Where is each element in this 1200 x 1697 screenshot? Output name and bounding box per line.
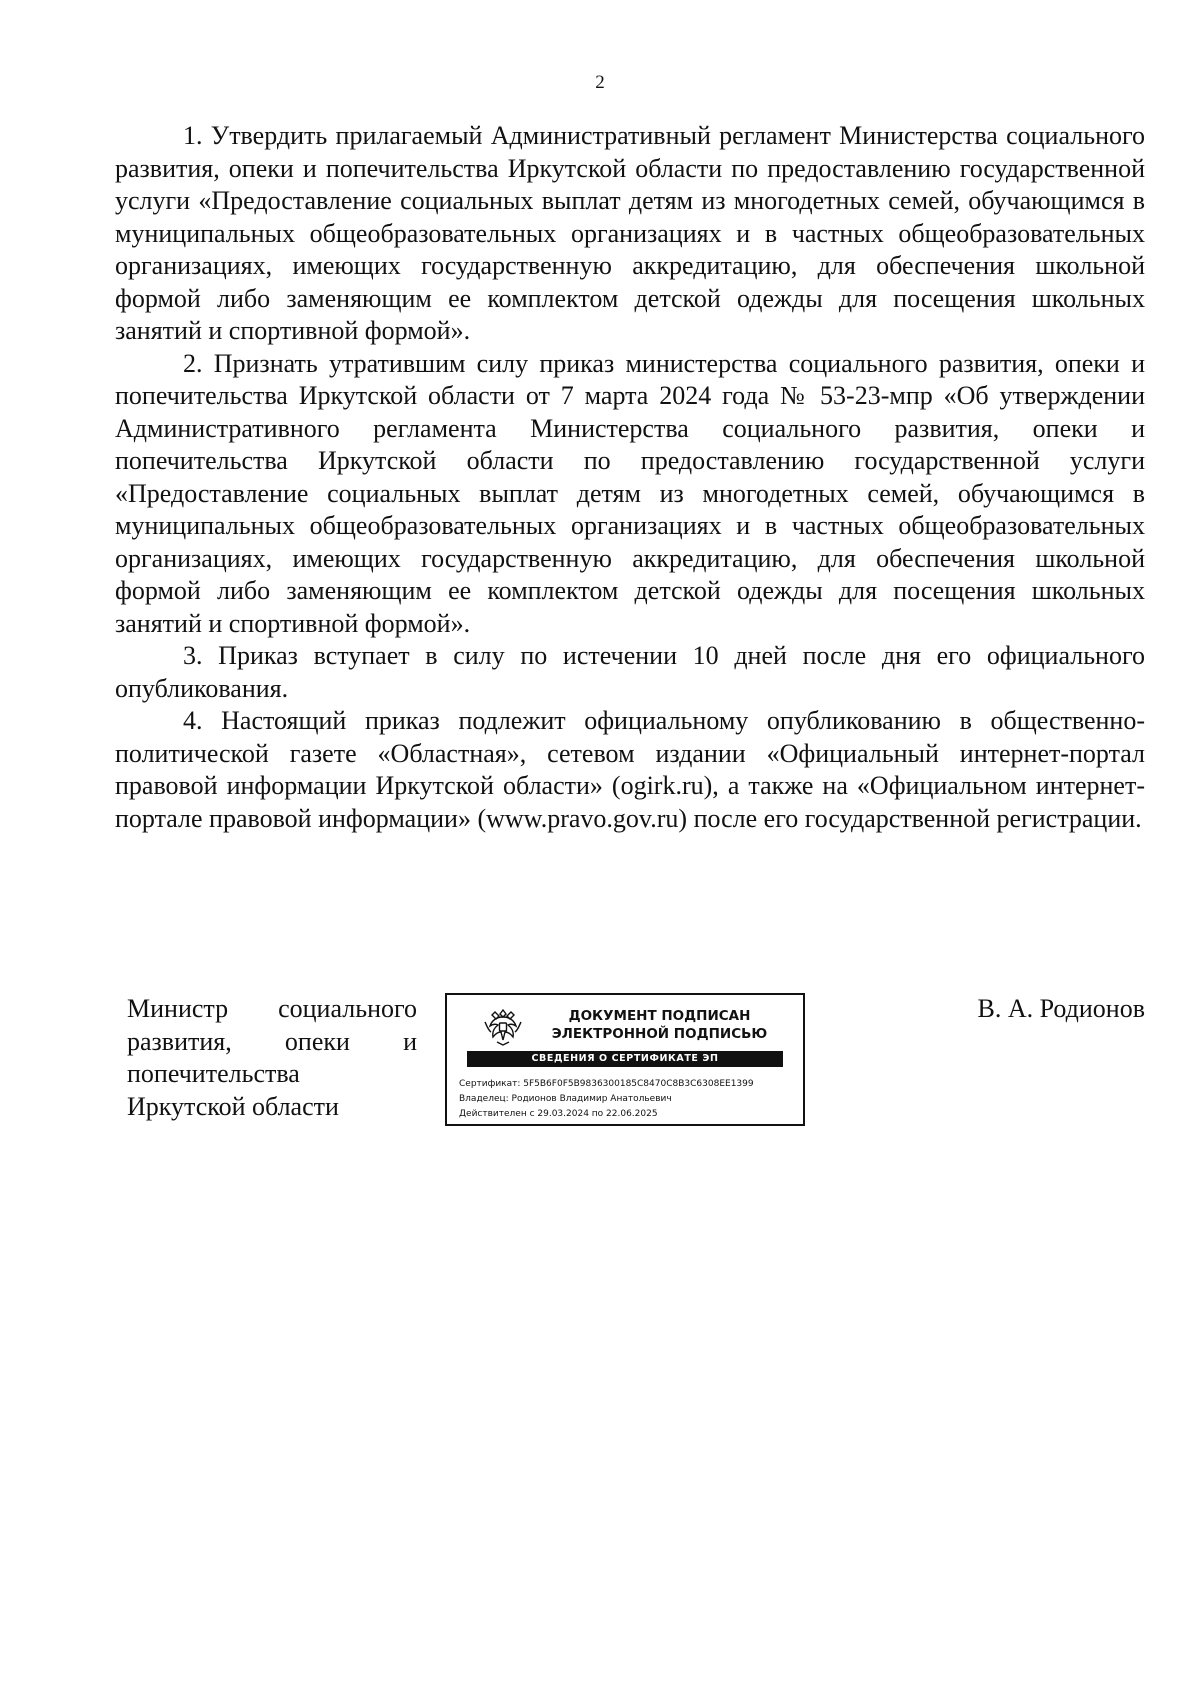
stamp-title bbox=[547, 1007, 772, 1043]
signer-position-line-1: Министр социального bbox=[127, 994, 417, 1023]
signer-name: В. А. Родионов bbox=[977, 994, 1145, 1023]
stamp-title-line-2: ЭЛЕКТРОННОЙ ПОДПИСЬЮ bbox=[551, 1026, 768, 1042]
signer-position-line-4: Иркутской области bbox=[127, 1091, 339, 1121]
stamp-certificate-band: СВЕДЕНИЯ О СЕРТИФИКАТЕ ЭП bbox=[467, 1051, 783, 1067]
signer-position bbox=[127, 993, 417, 1123]
coat-of-arms-icon bbox=[481, 1004, 525, 1048]
signer-position-line-2: развития, опеки и bbox=[127, 1026, 417, 1056]
document-body bbox=[115, 120, 1145, 835]
page-number: 2 bbox=[595, 72, 605, 93]
paragraph-4: 4. Настоящий приказ подлежит официальному опубликованию в общественно-политической газете «Областная», сетевом издании «Официальный интернет-портал правовой информации Иркутской области» (ogirk.ru), а также на «Официальном интернет-портале правовой информации» (www.pravo.gov.ru) после его государственной регистрации. bbox=[115, 706, 1145, 833]
signer-position-line-3: попечительства bbox=[127, 1059, 300, 1088]
stamp-validity: Действителен с 29.03.2024 по 22.06.2025 bbox=[459, 1109, 658, 1119]
stamp-owner: Владелец: Родионов Владимир Анатольевич bbox=[459, 1094, 672, 1104]
stamp-details bbox=[459, 1077, 799, 1122]
electronic-signature-stamp bbox=[445, 993, 805, 1126]
paragraph-3: 3. Приказ вступает в силу по истечении 10 дней после дня его официального опубликования. bbox=[115, 641, 1145, 703]
paragraph-1: 1. Утвердить прилагаемый Административный регламент Министерства социального развития, опеки и попечительства Иркутской области по предоставлению государственной услуги «Предоставление социальных выплат детям из многодетных семей, обучающимся в муниципальных общеобразовательных организациях и в частных общеобразовательных организациях, имеющих государственную аккредитацию, для обеспечения школьной формой либо заменяющим ее комплектом детской одежды для посещения школьных занятий и спортивной формой». bbox=[115, 121, 1145, 345]
signature-block bbox=[0, 993, 1200, 1143]
paragraph-2: 2. Признать утратившим силу приказ министерства социального развития, опеки и попечительства Иркутской области от 7 марта 2024 года № 53-23-мпр «Об утверждении Административного регламента Министерства социального развития, опеки и попечительства Иркутской области по предоставлению государственной услуги «Предоставление социальных выплат детям из многодетных семей, обучающимся в муниципальных общеобразовательных организациях и в частных общеобразовательных организациях, имеющих государственную аккредитацию, для обеспечения школьной формой либо заменяющим ее комплектом детской одежды для посещения школьных занятий и спортивной формой». bbox=[115, 348, 1145, 638]
stamp-title-line-1: ДОКУМЕНТ ПОДПИСАН bbox=[568, 1008, 751, 1024]
stamp-certificate: Сертификат: 5F5B6F0F5B9836300185C8470C8B3C6308EE1399 bbox=[459, 1079, 754, 1089]
